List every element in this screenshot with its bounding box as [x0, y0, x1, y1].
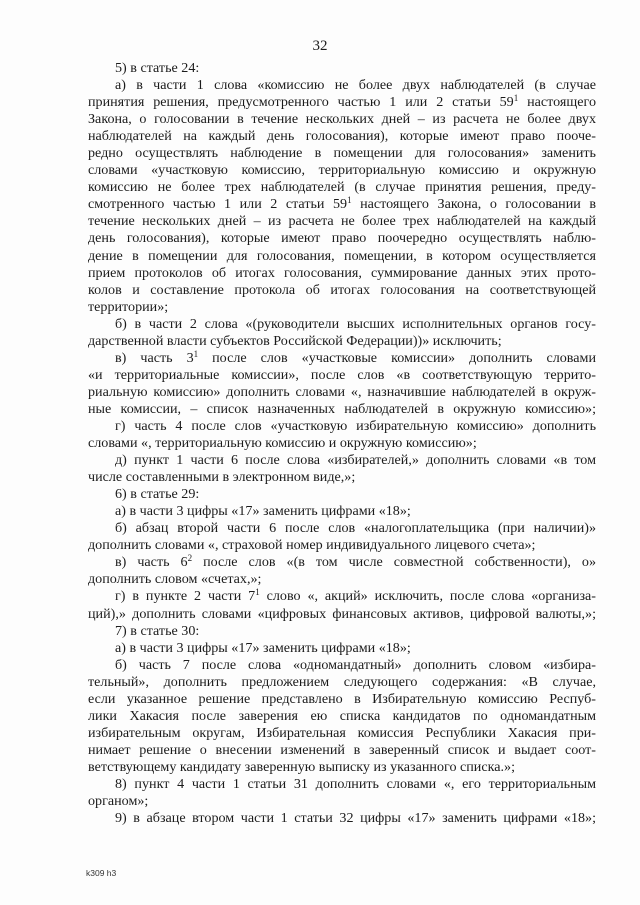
text-line-content: а) в части 1 слова «комиссию не более двух наблюдателей (в случае	[115, 77, 596, 94]
text-line-content: 5) в статье 24:	[115, 60, 200, 76]
text-line-content: редно осуществлять наблюдение в помещении для голосования» заменить	[88, 145, 596, 162]
text-line	[88, 94, 596, 111]
text-line-content: течение нескольких дней – из расчета не более трех наблюдателей на каждый	[88, 213, 596, 230]
text-line-content: ные комиссии, – список назначенных наблюдателей в окружную комиссию»;	[88, 400, 596, 417]
text-line-content: тельный», дополнить предложением следующего содержания: «В случае,	[88, 673, 596, 690]
superscript-index: 2	[187, 553, 193, 564]
text-line	[88, 759, 596, 776]
text-line	[88, 571, 596, 588]
text-line	[88, 162, 596, 179]
text-line-content: б) абзац второй части 6 после слов «налогоплательщика (при наличии)»	[115, 520, 596, 537]
text-line-content: комиссию не более трех наблюдателей (в случае принятия решения, преду-	[88, 179, 596, 196]
superscript-index: 1	[347, 195, 352, 206]
text-line	[88, 623, 596, 640]
text-line-content: 7) в статье 30:	[115, 622, 200, 639]
text-line	[88, 265, 596, 282]
text-line	[88, 742, 596, 759]
text-line-content: словами «, территориальную комиссию и окружную комиссию»;	[88, 435, 477, 452]
text-line-content: в) часть 3	[115, 349, 194, 366]
text-line-content: наблюдателей на каждый день голосования), которые имеют право поочe-	[88, 128, 596, 145]
text-line	[88, 418, 596, 435]
text-line-content: Закона, о голосовании в течение нескольких дней – из расчета не более двух	[88, 111, 596, 128]
text-line	[88, 674, 596, 691]
text-line-content: лики Хакасия после заверения ею списка кандидатов по одномандатным	[88, 707, 596, 724]
document-body	[88, 60, 596, 827]
text-line	[88, 435, 596, 452]
superscript-index: 1	[193, 348, 199, 359]
text-line	[88, 128, 596, 145]
text-line-content: б) в части 2 слова «(руководители высших исполнительных органов госу-	[115, 315, 596, 332]
text-line-content: ций),» дополнить словами «цифровых финансовых активов, цифровой валюты,»;	[88, 605, 596, 622]
text-line	[88, 503, 596, 520]
text-line	[88, 299, 596, 316]
text-line-content: в) часть 6	[115, 554, 188, 571]
text-line	[88, 316, 596, 333]
text-line-content: словами «участковую комиссию, территориальную комиссию и окружную	[88, 162, 596, 179]
text-line	[88, 452, 596, 469]
text-line-content: 6) в статье 29:	[115, 486, 200, 503]
text-line	[88, 213, 596, 230]
text-line	[88, 776, 596, 793]
text-line	[88, 230, 596, 247]
text-line	[88, 554, 596, 571]
text-line	[88, 350, 596, 367]
text-line-content: а) в части 3 цифры «17» заменить цифрами «18»;	[115, 503, 411, 520]
text-line	[88, 810, 596, 827]
text-line	[88, 384, 596, 401]
text-line-continuation: настоящего	[518, 94, 596, 111]
text-line-content: органом»;	[88, 793, 149, 810]
text-line-continuation: после слов «(в том числе совместной собственности), о»	[192, 554, 596, 571]
text-line-continuation: после слов «участковые комиссии» дополнить словами	[198, 349, 596, 366]
text-line-content: смотренного частью 1 или 2 статьи 59	[88, 196, 348, 213]
text-line-content: дение в помещении для голосования, помещении, в котором осуществляется	[88, 247, 596, 264]
text-line	[88, 486, 596, 503]
text-line	[88, 725, 596, 742]
text-line	[88, 520, 596, 537]
page-number: 32	[312, 38, 328, 54]
superscript-index: 1	[255, 587, 260, 598]
text-line	[88, 77, 596, 94]
text-line-content: «и территориальные комиссии», после слов «в соответствующую террито-	[88, 366, 596, 383]
text-line-content: числе составленными в электронном виде,»;	[88, 469, 356, 486]
text-line-content: если указанное решение представлено в Избирательную комиссию Респуб-	[88, 690, 596, 707]
text-line-continuation: слово «, акций» исключить, после слова «организа-	[259, 588, 597, 605]
text-line-content: колов и составление протокола об итогах голосования на соответствующей	[88, 281, 596, 298]
text-line-content: г) в пункте 2 части 7	[115, 588, 256, 605]
text-line-content: принятия решения, предусмотренного частью 1 или 2 статьи 59	[88, 94, 514, 111]
text-line	[88, 248, 596, 265]
text-line-content: д) пункт 1 части 6 после слова «избирателей,» дополнить словами «в том	[115, 452, 596, 469]
text-line-content: а) в части 3 цифры «17» заменить цифрами «18»;	[115, 639, 411, 656]
text-line	[88, 179, 596, 196]
text-line	[88, 111, 596, 128]
text-line-content: территории»;	[88, 298, 169, 315]
text-line	[88, 196, 596, 213]
text-line	[88, 333, 596, 350]
text-line-content: дополнить словом «счетах,»;	[88, 571, 262, 588]
superscript-index: 1	[513, 93, 519, 104]
text-line	[88, 145, 596, 162]
text-line-content: прием протоколов об итогах голосования, суммирование данных этих прото-	[88, 264, 596, 281]
text-line-content: б) часть 7 после слова «одномандатный» дополнить словом «избира-	[115, 656, 596, 673]
text-line	[88, 469, 596, 486]
text-line	[88, 60, 596, 77]
text-line-content: риальную комиссию» дополнить словами «, назначившие наблюдателей в окруж-	[88, 383, 596, 400]
text-line-content: 9) в абзаце втором части 1 статьи 32 цифры «17» заменить цифрами «18»;	[115, 810, 596, 827]
text-line	[88, 537, 596, 554]
text-line-content: г) часть 4 после слов «участковую избирательную комиссию» дополнить	[115, 417, 596, 434]
text-line	[88, 657, 596, 674]
text-line-continuation: настоящего Закона, о голосовании в	[351, 196, 596, 213]
text-line	[88, 606, 596, 623]
text-line	[88, 691, 596, 708]
text-line	[88, 401, 596, 418]
footer-code: k309 h3	[86, 868, 117, 878]
text-line-content: нимает решение о внесении изменений в заверенный список и выдает соот-	[88, 741, 596, 758]
text-line	[88, 793, 596, 810]
text-line	[88, 282, 596, 299]
text-line-content: 8) пункт 4 части 1 статьи 31 дополнить словами «, его территориальным	[115, 775, 596, 792]
text-line-content: дополнить словами «, страховой номер индивидуального лицевого счета»;	[88, 537, 536, 554]
text-line-content: день голосования), которые имеют право поочередно осуществлять наблю-	[88, 230, 596, 247]
text-line-content: дарственной власти субъектов Российской Федерации))» исключить;	[88, 332, 502, 349]
text-line-content: избирательным округам, Избирательная комиссия Республики Хакасия при-	[88, 724, 596, 741]
text-line	[88, 588, 596, 605]
text-line	[88, 640, 596, 657]
text-line	[88, 367, 596, 384]
text-line	[88, 708, 596, 725]
text-line-content: ветствующему кандидату заверенную выписку из указанного списка.»;	[88, 758, 515, 775]
